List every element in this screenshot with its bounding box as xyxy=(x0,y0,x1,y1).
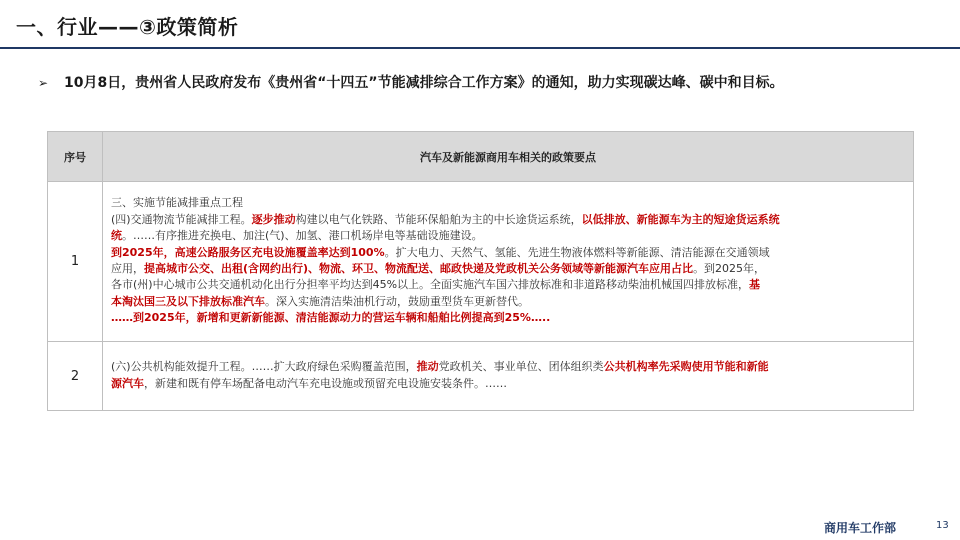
policy-text: (六)公共机构能效提升工程。……扩大政府绿色采购覆盖范围， xyxy=(111,360,417,374)
policy-table xyxy=(47,131,914,411)
policy-text: 构建以电气化铁路、节能环保船舶为主的中长途货运系统， xyxy=(295,212,582,226)
policy-text: 党政机关、事业单位、团体组织类 xyxy=(438,360,604,374)
intro-bullet xyxy=(38,72,938,92)
highlighted-text: 到2025年，高速公路服务区充电设施覆盖率达到100% xyxy=(111,245,385,259)
policy-content xyxy=(103,342,914,411)
header-policy-points: 汽车及新能源商用车相关的政策要点 xyxy=(103,132,914,182)
table-row xyxy=(48,182,914,342)
table-row xyxy=(48,342,914,411)
policy-line xyxy=(111,277,905,293)
policy-line xyxy=(111,212,905,228)
highlighted-text: 以低排放、新能源车为主的短途货运系统 xyxy=(581,212,780,226)
policy-text: 。到2025年， xyxy=(693,262,766,275)
title-bar xyxy=(0,0,960,50)
policy-text: 。扩大电力、天然气、氢能、先进生物液体燃料等新能源、清洁能源在交通领域 xyxy=(384,245,770,259)
policy-line xyxy=(111,195,905,211)
policy-line xyxy=(111,294,905,310)
highlighted-text: 源汽车 xyxy=(111,376,144,390)
arrow-bullet-icon: ➢ xyxy=(38,76,49,90)
page-number: 13 xyxy=(936,520,949,531)
highlighted-text: ……到2025年，新增和更新新能源、清洁能源动力的营运车辆和船舶比例提高到25%….. xyxy=(111,311,551,325)
policy-line xyxy=(111,245,905,261)
policy-text: ，新建和既有停车场配备电动汽车充电设施或预留充电设施安装条件。…… xyxy=(144,376,507,390)
policy-text: (四)交通物流节能减排工程。 xyxy=(111,212,252,226)
row-number: 1 xyxy=(48,182,103,342)
policy-line xyxy=(111,359,905,375)
highlighted-text: 提高城市公交、出租(含网约出行)、物流、环卫、物流配送、邮政快递及党政机关公务领域等新能源汽车应用占比 xyxy=(144,262,694,275)
footer-department: 商用车工作部 xyxy=(824,521,897,535)
policy-text: 三、实施节能减排重点工程 xyxy=(111,196,243,210)
policy-line xyxy=(111,228,905,244)
highlighted-text: 逐步推动 xyxy=(251,212,296,226)
header-index: 序号 xyxy=(48,132,103,182)
row-number: 2 xyxy=(48,342,103,411)
policy-line xyxy=(111,261,905,277)
highlighted-text: 统 xyxy=(111,229,122,243)
title-divider xyxy=(0,47,960,49)
policy-line xyxy=(111,310,905,326)
policy-text: 应用， xyxy=(111,262,144,275)
intro-text: 10月8日，贵州省人民政府发布《贵州省“十四五”节能减排综合工作方案》的通知，助力实现碳达峰、碳中和目标。 xyxy=(64,75,784,91)
policy-text: 。……有序推进充换电、加注(气)、加氢、港口机场岸电等基础设施建设。 xyxy=(122,229,483,243)
page-title: 一、行业——③政策简析 xyxy=(16,15,239,39)
highlighted-text: 本淘汰国三及以下排放标准汽车 xyxy=(111,294,265,308)
table-header-row xyxy=(48,132,914,182)
policy-text: 。深入实施清洁柴油机行动，鼓励重型货车更新替代。 xyxy=(265,294,529,308)
highlighted-text: 公共机构率先采购使用节能和新能 xyxy=(603,360,769,374)
policy-line xyxy=(111,376,905,392)
highlighted-text: 基 xyxy=(749,278,761,292)
policy-text: 各市(州)中心城市公共交通机动化出行分担率平均达到45%以上。全面实施汽车国六排放标准和非道路移动柴油机械国四排放标准， xyxy=(111,278,750,292)
policy-content xyxy=(103,182,914,342)
highlighted-text: 推动 xyxy=(416,360,439,374)
